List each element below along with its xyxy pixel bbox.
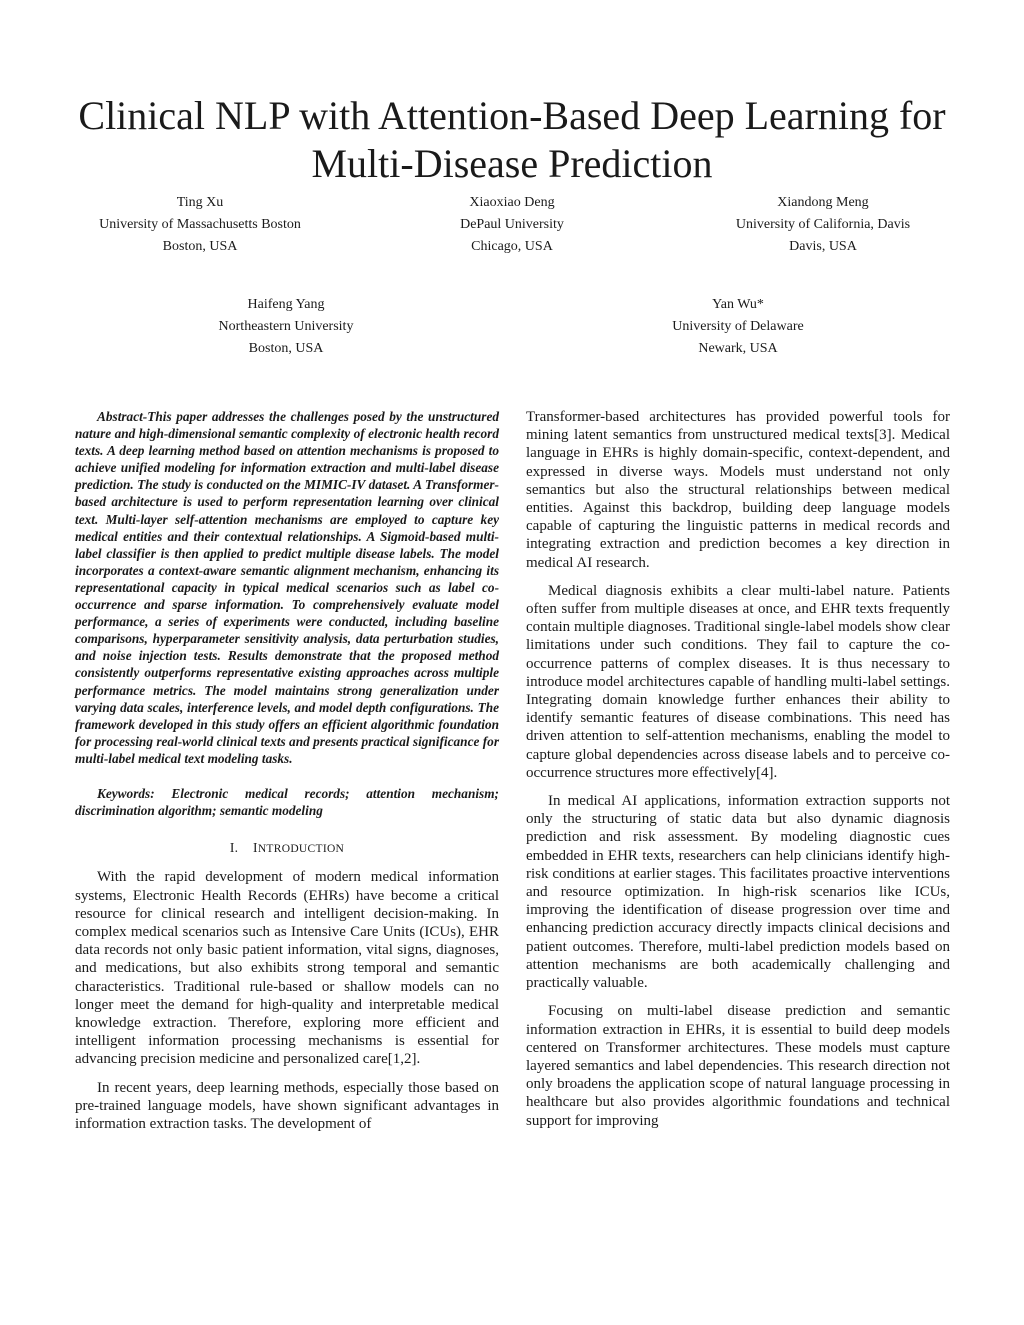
title-line-2: Multi-Disease Prediction: [311, 141, 713, 186]
author-affiliation: University of Delaware: [672, 319, 804, 334]
keywords: Keywords: Electronic medical records; attention mechanism; discrimination algorithm; semantic modeling: [75, 785, 499, 819]
author-name: Yan Wu*: [712, 297, 764, 312]
author-affiliation: University of California, Davis: [735, 217, 911, 232]
body-paragraph: Transformer-based architectures has provided powerful tools for mining latent semantics from unstructured medical texts[3]. Medical language in EHRs is highly domain-specific, context-dependent, and expressed in diverse ways. Models must understand not only semantics but also the structural relationships between medical entities. Against this backdrop, building deep language models capable of capturing the linguistic patterns in medical records and integrating extraction and prediction becomes a key direction in medical AI research.: [526, 409, 950, 571]
title-line-1: Clinical NLP with Attention-Based Deep Learning for: [78, 93, 946, 138]
author-affiliation: University of Massachusetts Boston: [99, 217, 301, 232]
section-title-first-letter: I: [253, 840, 258, 856]
body-paragraph: Focusing on multi-label disease prediction and semantic information extraction in EHRs, it is essential to build deep models centered on Transformer architectures. These models must capture layered semantics and label dependencies. This research direction not only broadens the application scope of natural language processing in healthcare but also provides algorithmic foundations and technical support for improving: [526, 1003, 950, 1129]
abstract: Abstract-This paper addresses the challenges posed by the unstructured nature and high-dimensional semantic complexity of electronic health record texts. A deep learning method based on attention mechanisms is proposed to achieve unified modeling for information extraction and multi-label disease prediction. The study is conducted on the MIMIC-IV dataset. A Transformer-based architecture is used to perform representation learning over clinical text. Multi-layer self-attention mechanisms are employed to capture key medical entities and their contextual relationships. A Sigmoid-based multi-label classifier is then applied to predict multiple disease labels. The model incorporates a context-aware semantic alignment mechanism, enhancing its representational capacity in typical medical scenarios such as label co-occurrence and sparse information. To comprehensively evaluate model performance, a series of experiments were conducted, including baseline comparisons, hyperparameter sensitivity analysis, data perturbation studies, and noise injection tests. Results demonstrate that the proposed method consistently outperforms representative existing approaches across multiple performance metrics. The model maintains strong generalization under varying data scales, interference levels, and model depth configurations. The framework developed in this study offers an efficient algorithmic foundation for processing real-world clinical texts and presents practical significance for multi-label medical text modeling tasks.: [75, 409, 499, 766]
author-block-2: [392, 192, 632, 258]
author-block-4: [166, 294, 406, 360]
left-column: [75, 408, 499, 1133]
author-block-5: [618, 294, 858, 360]
author-location: Davis, USA: [789, 239, 857, 254]
author-name: Xiandong Meng: [777, 195, 869, 210]
body-paragraph: In medical AI applications, information extraction supports not only the structuring of static data but also dynamic diagnosis prediction and risk assessment. By modeling diagnostic cues embedded in EHR texts, researchers can help clinicians identify high-risk conditions at earlier stages. This facilitates proactive interventions and resource optimization. In high-risk scenarios like ICUs, improving the identification of disease progression over time and enhancing prediction accuracy directly impacts clinical decisions and patient outcomes. Therefore, multi-label prediction models based on attention mechanisms are both academically challenging and practically valuable.: [526, 793, 950, 992]
section-title-rest: NTRODUCTION: [257, 843, 345, 856]
author-affiliation: DePaul University: [460, 217, 564, 232]
section-heading-introduction: [75, 839, 499, 858]
author-location: Boston, USA: [162, 239, 238, 254]
author-name: Xiaoxiao Deng: [469, 195, 555, 210]
author-affiliation: Northeastern University: [218, 319, 354, 334]
author-name: Ting Xu: [176, 195, 224, 210]
author-name: Haifeng Yang: [247, 297, 325, 312]
paper-title: [40, 92, 984, 188]
body-paragraph: In recent years, deep learning methods, especially those based on pre-trained language models, have shown significant advantages in information extraction tasks. The development of: [75, 1079, 499, 1132]
author-block-1: [70, 192, 330, 258]
author-location: Newark, USA: [698, 341, 778, 356]
right-column: [526, 408, 950, 1130]
author-location: Boston, USA: [248, 341, 324, 356]
body-paragraph: Medical diagnosis exhibits a clear multi-label nature. Patients often suffer from multiple diseases at once, and EHR texts frequently contain multiple diagnoses. Traditional single-label models show clear limitations under such conditions. They fail to capture the co-occurrence patterns of complex diseases. It is thus necessary to introduce model architectures capable of handling multi-label settings. Integrating domain knowledge further enhances their ability to identify semantic features of disease combinations. This need has driven attention to self-attention mechanisms, enabling the model to capture global dependencies across disease labels and to perceive co-occurrence structures more effectively[4].: [526, 582, 950, 781]
author-location: Chicago, USA: [471, 239, 553, 254]
section-number: I.: [229, 840, 239, 856]
author-block-3: [700, 192, 946, 258]
body-paragraph: With the rapid development of modern medical information systems, Electronic Health Records (EHRs) have become a critical resource for clinical research and intelligent decision-making. In complex medical scenarios such as Intensive Care Units (ICUs), EHR data records not only basic patient information, vital signs, diagnoses, and medications, but also exhibits strong temporal and semantic characteristics. Traditional rule-based or shallow models can no longer meet the demand for high-quality and interpretable medical knowledge extraction. Therefore, exploring more efficient and intelligent information processing mechanisms is essential for advancing precision medicine and personalized care[1,2].: [75, 869, 499, 1068]
